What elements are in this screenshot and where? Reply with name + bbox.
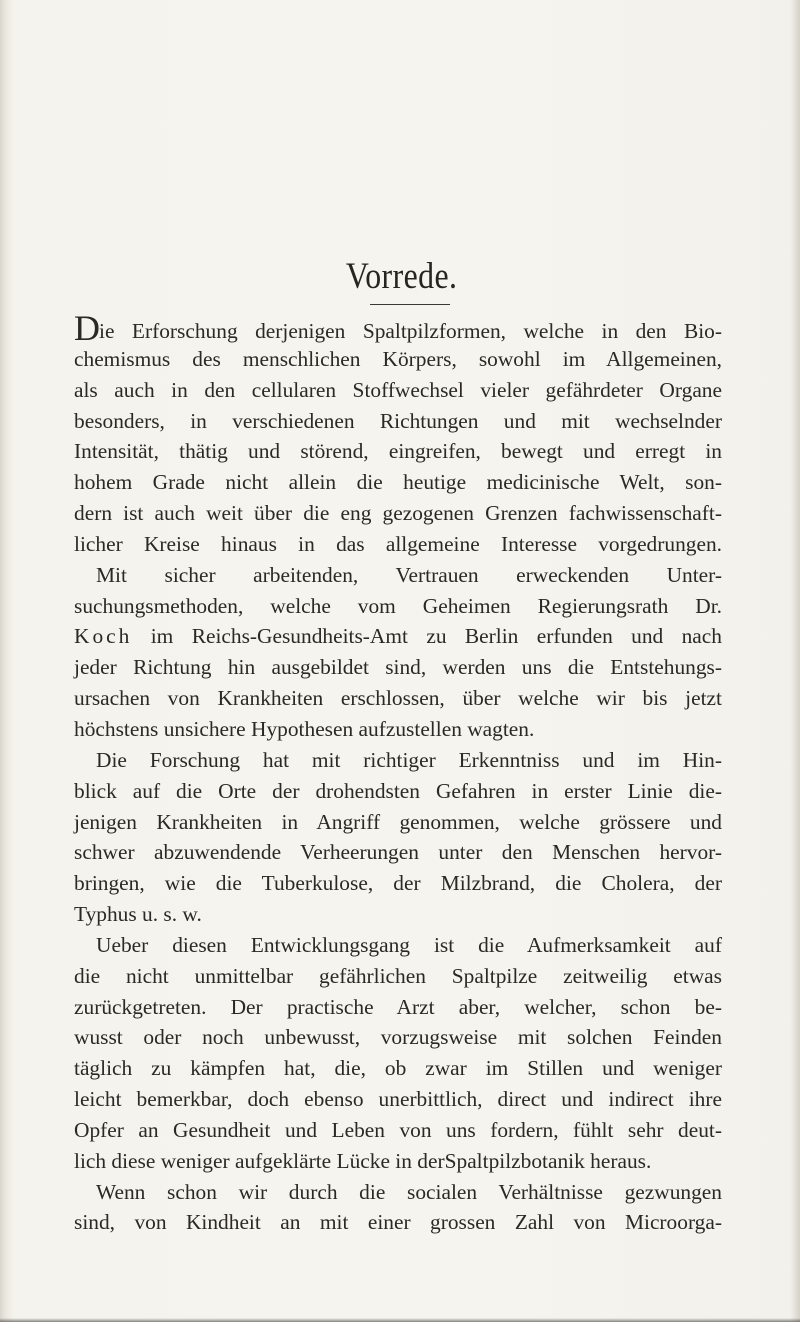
line-text: blick auf die Orte der drohendsten Gefahren in erster Linie die- bbox=[74, 778, 722, 803]
line-text: ursachen von Krankheiten erschlossen, über welche wir bis jetzt bbox=[74, 686, 722, 711]
line-text: jeder Richtung hin ausgebildet sind, werden uns die Entstehungs- bbox=[74, 655, 722, 680]
text-line bbox=[74, 992, 722, 1023]
line-text: schwer abzuwendende Verheerungen unter den Menschen hervor- bbox=[74, 840, 722, 865]
line-text: licher Kreise hinaus in das allgemeine Interesse vorgedrungen. bbox=[74, 531, 722, 556]
line-text: bringen, wie die Tuberkulose, der Milzbrand, die Cholera, der bbox=[74, 871, 722, 896]
line-text: im Reichs-Gesundheits-Amt zu Berlin erfunden und nach bbox=[132, 624, 722, 649]
line-text: besonders, in verschiedenen Richtungen und mit wechselnder bbox=[74, 408, 722, 433]
preface-body bbox=[74, 308, 722, 1238]
text-line bbox=[74, 745, 722, 776]
line-text: ie Erforschung derjenigen Spaltpilzformen, welche in den Bio- bbox=[99, 319, 722, 343]
text-line bbox=[74, 1177, 722, 1208]
text-line bbox=[74, 1115, 722, 1146]
text-line bbox=[74, 683, 722, 714]
text-line bbox=[74, 591, 722, 622]
line-text: jenigen Krankheiten in Angriff genommen, welche grössere und bbox=[74, 809, 722, 834]
text-line bbox=[74, 776, 722, 807]
text-line bbox=[74, 560, 722, 591]
text-line bbox=[74, 529, 722, 560]
line-text: Intensität, thätig und störend, eingreifen, bewegt und erregt in bbox=[74, 439, 722, 464]
line-text: Ueber diesen Entwicklungsgang ist die Aufmerksamkeit auf bbox=[96, 932, 722, 957]
line-text: zurückgetreten. Der practische Arzt aber, welcher, schon be- bbox=[74, 994, 722, 1019]
text-line bbox=[74, 406, 722, 437]
text-line bbox=[74, 1053, 722, 1084]
text-line bbox=[74, 344, 722, 375]
text-line bbox=[74, 1146, 722, 1177]
page-edge-shadow bbox=[790, 0, 800, 1322]
line-text: höchstens unsichere Hypothesen aufzustellen wagten. bbox=[74, 716, 535, 741]
text-line bbox=[74, 436, 722, 467]
line-text: suchungsmethoden, welche vom Geheimen Regierungsrath Dr. bbox=[74, 593, 722, 618]
line-text: chemismus des menschlichen Körpers, sowohl im Allgemeinen, bbox=[74, 346, 722, 371]
line-text: leicht bemerkbar, doch ebenso unerbittlich, direct und indirect ihre bbox=[74, 1087, 722, 1112]
text-line bbox=[74, 930, 722, 961]
title-rule bbox=[370, 304, 450, 305]
line-text: sind, von Kindheit an mit einer grossen Zahl von Microorga- bbox=[74, 1210, 722, 1235]
text-line bbox=[74, 375, 722, 406]
text-line bbox=[74, 837, 722, 868]
line-text: Wenn schon wir durch die socialen Verhältnisse gezwungen bbox=[96, 1179, 722, 1204]
line-text: Opfer an Gesundheit und Leben von uns fordern, fühlt sehr deut- bbox=[74, 1117, 722, 1142]
text-line bbox=[74, 807, 722, 838]
line-text: täglich zu kämpfen hat, die, ob zwar im Stillen und weniger bbox=[74, 1056, 722, 1081]
text-line bbox=[74, 467, 722, 498]
text-line bbox=[74, 498, 722, 529]
text-line bbox=[74, 714, 722, 745]
line-text: wusst oder noch unbewusst, vorzugsweise mit solchen Feinden bbox=[74, 1025, 722, 1050]
drop-cap: D bbox=[74, 308, 100, 348]
line-text: die nicht unmittelbar gefährlichen Spaltpilze zeitweilig etwas bbox=[74, 963, 722, 988]
line-text: hohem Grade nicht allein die heutige medicinische Welt, son- bbox=[74, 470, 722, 495]
line-text: dern ist auch weit über die eng gezogenen Grenzen fachwissenschaft- bbox=[74, 501, 722, 526]
page-bottom-edge bbox=[0, 1318, 800, 1322]
text-line bbox=[74, 1084, 722, 1115]
page-title: Vorrede. bbox=[345, 256, 458, 297]
line-text: lich diese weniger aufgeklärte Lücke in derSpaltpilzbotanik heraus. bbox=[74, 1148, 652, 1173]
text-line bbox=[74, 961, 722, 992]
text-line bbox=[74, 621, 722, 652]
line-text: Typhus u. s. w. bbox=[74, 902, 202, 927]
spaced-name: Koch bbox=[74, 624, 133, 649]
text-line bbox=[74, 308, 722, 348]
line-text: Die Forschung hat mit richtiger Erkenntniss und im Hin- bbox=[96, 747, 722, 772]
text-line bbox=[74, 1207, 722, 1238]
text-line bbox=[74, 652, 722, 683]
text-line bbox=[74, 899, 722, 930]
line-text: als auch in den cellularen Stoffwechsel vieler gefährdeter Organe bbox=[74, 377, 722, 402]
line-text: Mit sicher arbeitenden, Vertrauen erweckenden Unter- bbox=[96, 562, 722, 587]
text-line bbox=[74, 1022, 722, 1053]
text-line bbox=[74, 868, 722, 899]
